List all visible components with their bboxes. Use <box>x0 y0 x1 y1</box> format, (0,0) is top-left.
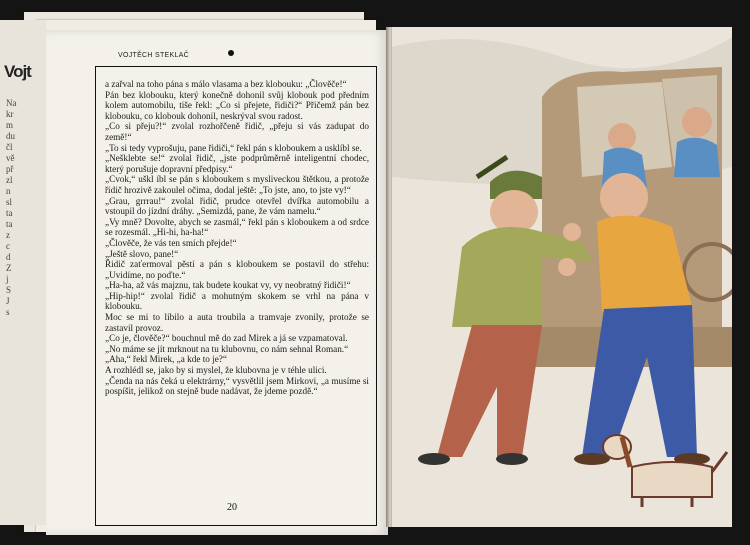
previous-page-text-fragment: ta <box>6 219 13 229</box>
previous-page-text-fragment: sl <box>6 197 13 207</box>
previous-page-text-fragment: n <box>6 186 11 196</box>
paragraph: „Ha-ha, až vás majznu, tak budete koukat vy, vy neobratný řidiči!“ <box>105 280 351 291</box>
paragraph: „Nešklebte se!“ zvolal řidič, „jste podprůměrně inteligentní chodec, který porušuje dopravní předpisy.“ <box>105 153 369 174</box>
running-header: VOJTĚCH STEKLAČ <box>118 52 190 59</box>
paragraph: „Čenda na nás čeká u elektrárny,“ vysvětlil jsem Mirkovi, „a musíme si pospíšit, jelikož on stejně bude nadávat, že jdeme pozdě.“ <box>105 375 369 397</box>
previous-page-text-fragment: m <box>6 120 14 130</box>
previous-page-text-fragment: d <box>6 252 11 262</box>
paragraph: „Člověče, že vás ten smích přejde!“ <box>105 237 237 248</box>
paragraph: Moc se mi to líbilo a auta troubila a tramvaje zvonily, protože se zastavil provoz. <box>105 312 369 333</box>
paragraph: „Vy mně? Dovolte, abych se zasmál,“ řekl pán s kloboukem a od srdce se rozesmál. „Hi-hi, ha-ha!“ <box>105 216 369 238</box>
previous-page-edge <box>0 20 46 525</box>
driver-head <box>608 123 636 151</box>
paragraph: A rozhlédl se, jako by si myslel, že klubovna je v téhle ulici. <box>105 365 327 376</box>
previous-page-text-fragment: J <box>6 296 10 306</box>
paragraph: Pán bez klobouku, který konečně dohonil svůj klobouk pod předním kolem automobilu, tiše řekl: „Co si přejete, řidiči?“ Přičemž pán bez klobouku, co klobouk dohonil, neskrýval svou radost. <box>105 89 369 121</box>
paragraph: „Hip-hip!“ zvolal řidič a mohutným skokem se vrhl na pána v klobouku. <box>105 290 369 312</box>
previous-page-text-fragment: ta <box>6 208 13 218</box>
previous-page-text-fragment: j <box>6 274 9 284</box>
body-text <box>105 79 369 397</box>
fight-illustration <box>392 27 732 527</box>
paragraph: „Grau, grrrau!“ zvolal řidič, prudce otevřel dvířka automobilu a vstoupil do jízdní dráhy. „Semizdá, pane, že vám namelu.“ <box>105 195 369 217</box>
illustration-page <box>392 27 732 527</box>
previous-page-title-fragment: Vojt <box>4 62 31 81</box>
previous-page-text-fragment: c <box>6 241 10 251</box>
paragraph: a zařval na toho pána s málo vlasama a bez klobouku: „Člověče!“ <box>105 79 347 89</box>
previous-page-text-fragment: du <box>6 131 15 141</box>
paragraph: „Co je, člověče?“ bouchnul mě do zad Mirek a já se vzpamatoval. <box>105 333 348 344</box>
previous-page-text-fragment: Z <box>6 263 12 273</box>
left-page <box>46 30 388 535</box>
passenger-head <box>682 107 712 137</box>
previous-page-text-fragment: Na <box>6 98 17 108</box>
previous-page-text-fragment: zl <box>6 175 13 185</box>
paragraph: Řidič zaťermoval pěstí a pán s kloboukem se postavil do střehu: „Uvidíme, no poďte.“ <box>105 259 369 280</box>
paragraph: „No máme se jít mrknout na tu klubovnu, co nám sehnal Roman.“ <box>105 343 349 354</box>
previous-page-text-fragment: př <box>6 164 14 174</box>
previous-page-text-fragment: vě <box>6 153 15 163</box>
previous-page-text-fragment: z <box>6 230 10 240</box>
paragraph: „Aha,“ řekl Mirek, „a kde to je?“ <box>105 354 227 365</box>
previous-page-text-fragment: čl <box>6 142 13 152</box>
paragraph: „Ještě slovo, pane!“ <box>105 248 179 259</box>
paragraph: „Cvok,“ uškl íbl se pán s kloboukem s mysliveckou štětkou, a protože řidič hrozivě zakoulel očima, dodal ještě: „To jste, ano, to jste vy!“ <box>105 174 369 195</box>
paragraph: „To si tedy vyprošuju, pane řidiči,“ řekl pán s kloboukem a usklíbl se. <box>105 142 362 153</box>
previous-page-text-fragment: s <box>6 307 10 317</box>
previous-page-text-fragment: kr <box>6 109 14 119</box>
page-number: 20 <box>227 502 237 513</box>
previous-page-text-fragment: S <box>6 285 12 295</box>
paragraph: „Co si přeju?!“ zvolal rozhořčeně řidič, „přeju si vás zadupat do země!“ <box>105 121 369 142</box>
header-dot <box>228 50 234 56</box>
